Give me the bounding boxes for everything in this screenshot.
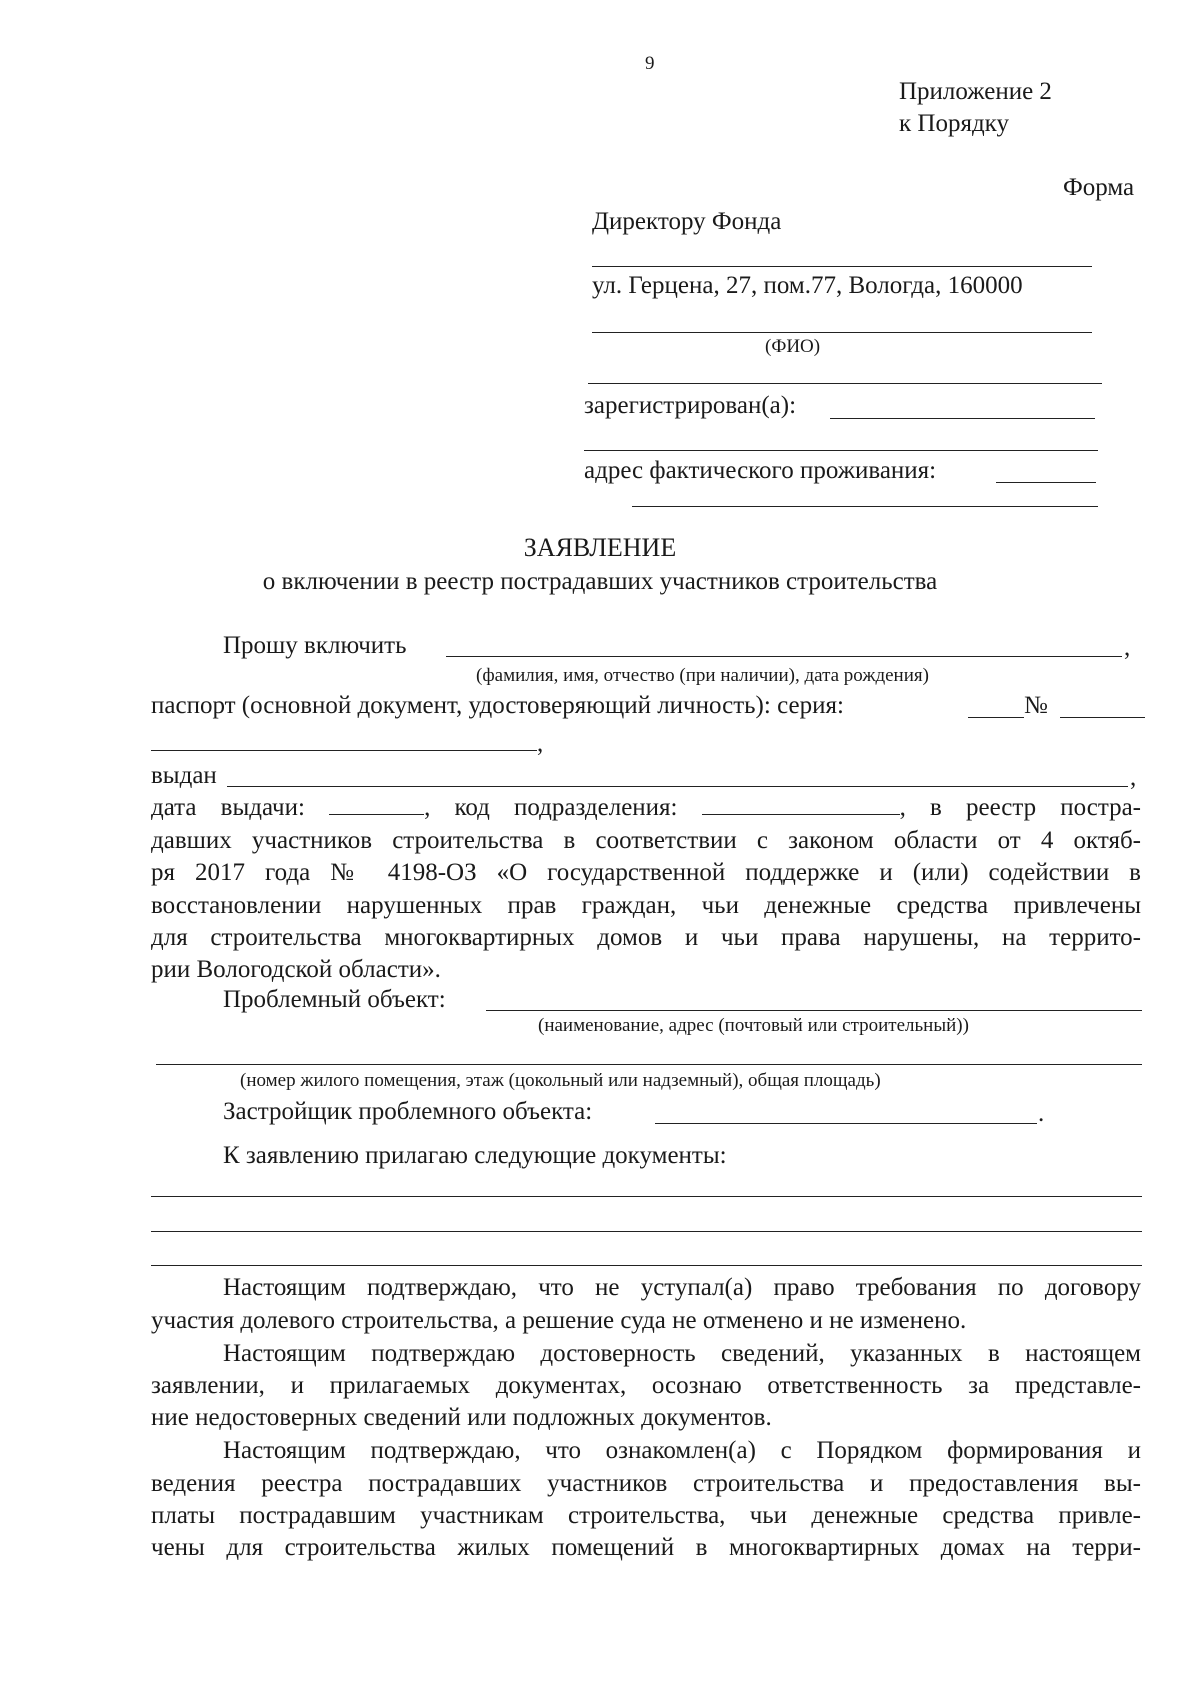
applicant-field[interactable] [446, 656, 1122, 657]
law-line-3: восстановлении нарушенных прав граждан, чьи денежные средства привлечены [151, 892, 1141, 919]
law-line-4: для строительства многоквартирных домов и чьи права нарушены, на террито- [151, 924, 1141, 951]
document-title: ЗАЯВЛЕНИЕ [523, 533, 677, 562]
passport-number-field[interactable] [1060, 717, 1145, 718]
comma: , [1130, 764, 1137, 791]
passport-number-label: № [1024, 692, 1048, 719]
fio-line [592, 332, 1092, 333]
period: . [1038, 1100, 1045, 1127]
confirm-3-line-2: ведения реестра пострадавших участников строительства и предоставления вы- [151, 1470, 1141, 1497]
issue-date-field[interactable] [329, 792, 424, 815]
confirm-3-line-4: чены для строительства жилых помещений в многоквартирных домах на терри- [151, 1534, 1141, 1561]
premises-field[interactable] [156, 1064, 1142, 1065]
object-caption: (наименование, адрес (почтовый или строительный)) [538, 1015, 969, 1036]
object-field[interactable] [486, 1010, 1142, 1011]
issue-date-label: дата выдачи: [151, 794, 305, 821]
appendix-line-2: к Порядку [899, 110, 1009, 137]
premises-caption: (номер жилого помещения, этаж (цокольный или надземный), общая площадь) [240, 1070, 881, 1091]
comma: , [537, 730, 544, 757]
comma: , [1124, 634, 1131, 661]
document-subtitle: о включении в реестр пострадавших участников строительства [262, 568, 938, 595]
law-line-5: рии Вологодской области». [151, 956, 441, 983]
actual-address-line-2[interactable] [632, 506, 1098, 507]
appendix-line-1: Приложение 2 [899, 78, 1052, 105]
documents-line-1[interactable] [151, 1196, 1142, 1197]
law-line-1: давших участников строительства в соответствии с законом области от 4 октяб- [151, 827, 1141, 854]
actual-address-field[interactable] [996, 482, 1096, 483]
fio-caption: (ФИО) [765, 336, 821, 357]
division-code-field[interactable] [702, 792, 900, 815]
issued-field[interactable] [227, 786, 1128, 787]
addressee-blank-line [592, 266, 1092, 267]
developer-label: Застройщик проблемного объекта: [223, 1098, 593, 1125]
registered-line-2[interactable] [584, 450, 1098, 451]
documents-line-2[interactable] [151, 1231, 1142, 1232]
into-registry-text: в реестр постра- [930, 794, 1142, 821]
passport-series-field[interactable] [968, 717, 1024, 718]
developer-field[interactable] [655, 1123, 1037, 1124]
registered-field[interactable] [830, 418, 1095, 419]
confirm-1-line-2: участия долевого строительства, а решение суда не отменено и не изменено. [151, 1307, 967, 1334]
confirm-2-line-1: Настоящим подтверждаю достоверность сведений, указанных в настоящем [223, 1340, 1141, 1367]
documents-line-3[interactable] [151, 1265, 1142, 1266]
division-code-label: код подразделения: [454, 794, 678, 821]
law-line-2: ря 2017 года № 4198-ОЗ «О государственной поддержке и (или) содействии в [151, 859, 1141, 886]
documents-label: К заявлению прилагаю следующие документы: [223, 1142, 727, 1169]
confirm-3-line-1: Настоящим подтверждаю, что ознакомлен(а) с Порядком формирования и [223, 1437, 1141, 1464]
request-label: Прошу включить [223, 632, 407, 659]
object-label: Проблемный объект: [223, 986, 446, 1013]
passport-label: паспорт (основной документ, удостоверяющий личность): серия: [151, 692, 844, 719]
issued-label: выдан [151, 762, 217, 789]
confirm-1-line-1: Настоящим подтверждаю, что не уступал(а) право требования по договору [223, 1274, 1141, 1301]
registered-label: зарегистрирован(а): [584, 392, 797, 419]
form-label: Форма [1063, 174, 1135, 201]
fio-line-2 [588, 383, 1102, 384]
actual-address-label: адрес фактического проживания: [584, 457, 937, 484]
page-number: 9 [645, 53, 655, 74]
confirm-2-line-2: заявлении, и прилагаемых документах, осознаю ответственность за представле- [151, 1372, 1141, 1399]
request-caption: (фамилия, имя, отчество (при наличии), дата рождения) [476, 665, 929, 686]
confirm-3-line-3: платы пострадавшим участникам строительства, чьи денежные средства привле- [151, 1502, 1141, 1529]
addressee-to: Директору Фонда [592, 208, 782, 235]
passport-line-2[interactable] [151, 750, 537, 751]
issue-date-line: дата выдачи: , код подразделения: , в реестр постра- [151, 794, 1142, 821]
confirm-2-line-3: ние недостоверных сведений или подложных документов. [151, 1404, 772, 1431]
addressee-address: ул. Герцена, 27, пом.77, Вологда, 160000 [592, 272, 1023, 299]
